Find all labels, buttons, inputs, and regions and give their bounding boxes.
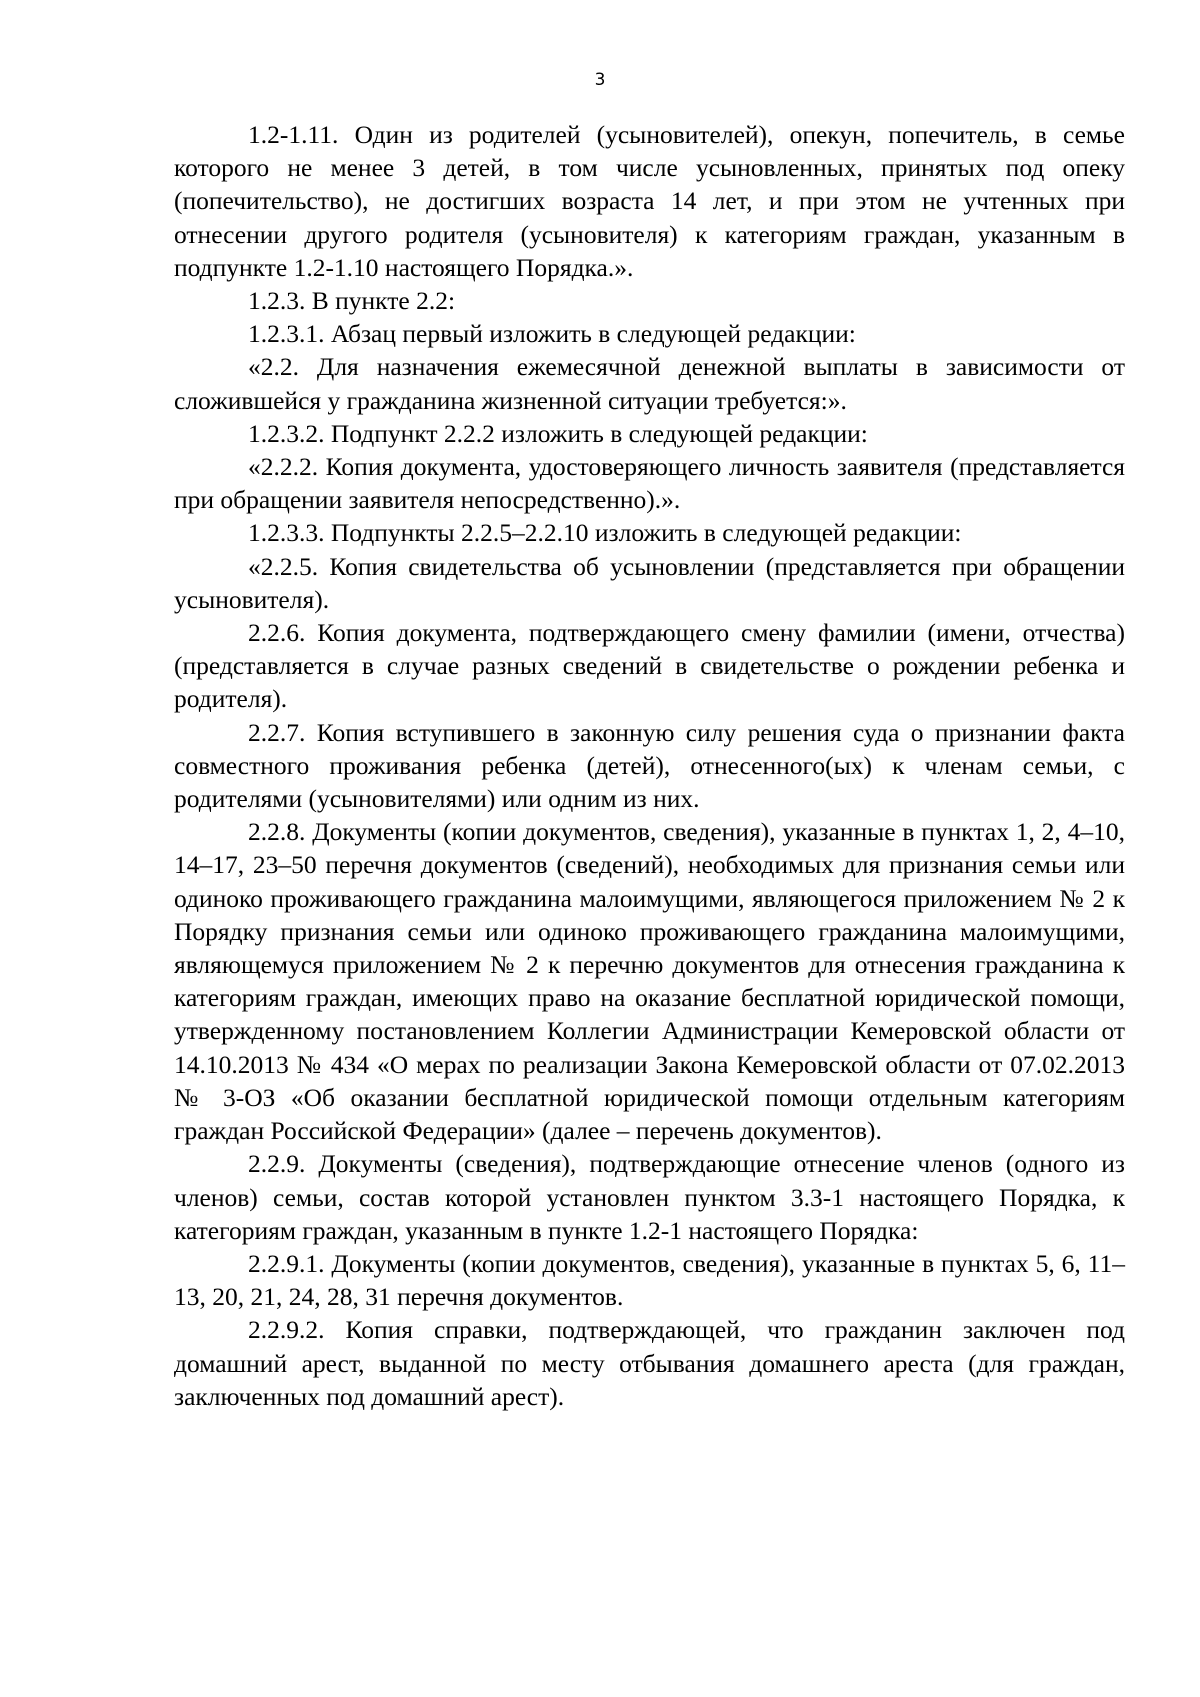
paragraph: 1.2.3. В пункте 2.2:: [248, 286, 456, 316]
paragraph: 1.2.3.3. Подпункты 2.2.5–2.2.10 изложить в следующей редакции:: [248, 518, 962, 548]
paragraph: 1.2-1.11. Один из родителей (усыновителей), опекун, попечитель, в семье которого не менее 3 детей, в том числе усыновленных, принятых под опеку (попечительство), не достигших возраста 14 лет, и при этом не учтенных при отнесении другого родителя (усыновителя) к категориям граждан, указанным в подпункте 1.2-1.10 настоящего Порядка.».: [174, 120, 1125, 282]
paragraph: 2.2.6. Копия документа, подтверждающего смену фамилии (имени, отчества) (представляется в случае разных сведений в свидетельстве о рождении ребенка и родителя).: [174, 618, 1125, 714]
document-body: [174, 118, 1125, 1413]
paragraph: 2.2.9.1. Документы (копии документов, сведения), указанные в пунктах 5, 6, 11–13, 20, 21, 24, 28, 31 перечня документов.: [174, 1248, 1125, 1312]
paragraph: 1.2.3.1. Абзац первый изложить в следующей редакции:: [248, 319, 856, 349]
paragraph: 2.2.8. Документы (копии документов, сведения), указанные в пунктах 1, 2, 4–10, 14–17, 23–50 перечня документов (сведений), необходимых для признания семьи или одиноко проживающего гражданина малоимущими, являющегося приложением № 2 к Порядку признания семьи или одиноко проживающего гражданина малоимущими, являющемуся приложением № 2 к перечню документов для отнесения гражданина к категориям граждан, имеющих право на оказание бесплатной юридической помощи, утвержденному постановлением Коллегии Администрации Кемеровской области от 14.10.2013 № 434 «О мерах по реализации Закона Кемеровской области от 07.02.2013 № 3-ОЗ «Об оказании бесплатной юридической помощи отдельным категориям граждан Российской Федерации» (далее – перечень документов).: [174, 817, 1125, 1146]
paragraph: «2.2.2. Копия документа, удостоверяющего личность заявителя (представляется при обращении заявителя непосредственно).».: [174, 452, 1125, 515]
paragraph: 2.2.9.2. Копия справки, подтверждающей, что гражданин заключен под домашний арест, выданной по месту отбывания домашнего ареста (для граждан, заключенных под домашний арест).: [174, 1315, 1125, 1411]
paragraph: 2.2.7. Копия вступившего в законную силу решения суда о признании факта совместного проживания ребенка (детей), отнесенного(ых) к членам семьи, с родителями (усыновителями) или одним из них.: [174, 717, 1125, 814]
paragraph: 2.2.9. Документы (сведения), подтверждающие отнесение членов (одного из членов) семьи, состав которой установлен пунктом 3.3-1 настоящего Порядка, к категориям граждан, указанным в пункте 1.2-1 настоящего Порядка:: [174, 1149, 1125, 1245]
paragraph: 1.2.3.2. Подпункт 2.2.2 изложить в следующей редакции:: [248, 418, 868, 448]
page-number: 3: [594, 70, 606, 90]
paragraph: «2.2. Для назначения ежемесячной денежной выплаты в зависимости от сложившейся у гражданина жизненной ситуации требуется:».: [174, 352, 1125, 415]
paragraph: «2.2.5. Копия свидетельства об усыновлении (представляется при обращении усыновителя).: [174, 551, 1125, 614]
